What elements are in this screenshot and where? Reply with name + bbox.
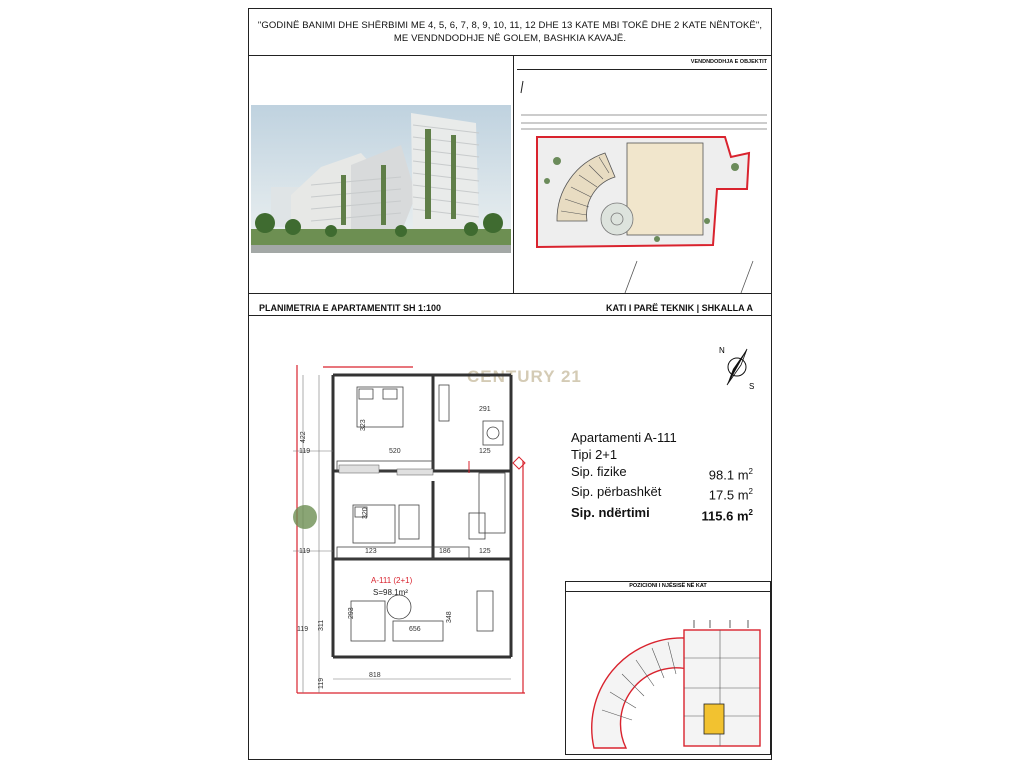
divider [249, 293, 771, 294]
dim-label: 422 [300, 431, 307, 443]
site-plan [517, 71, 769, 293]
area-value: 17.5 m [708, 487, 749, 503]
area-row [571, 504, 761, 524]
floor-plan-title: PLANIMETRIA E APARTAMENTIT SH 1:100 [259, 303, 442, 313]
key-plan-label: POZICIONI I NJËSISË NË KAT [566, 583, 770, 592]
dim-label: 320 [362, 507, 369, 519]
dim-label: 311 [318, 619, 325, 631]
area-label: Sip. ndërtimi [571, 504, 650, 520]
area-unit-exponent: 2 [748, 507, 753, 517]
dim-label: 348 [446, 611, 453, 623]
dim-label: 125 [479, 448, 491, 455]
dim-label: 520 [389, 448, 401, 455]
divider [513, 55, 514, 293]
dim-label: 291 [479, 406, 491, 413]
dim-label: 818 [369, 672, 381, 679]
area-row [571, 483, 761, 503]
dim-label: 293 [348, 607, 355, 619]
area-value: 115.6 m [701, 507, 749, 523]
dim-label: 123 [365, 548, 377, 555]
project-title [249, 19, 771, 45]
dim-label: 119 [297, 626, 309, 633]
site-plan-label: VENDNDODHJA E OBJEKTIT [517, 59, 767, 70]
key-plan-box [565, 581, 771, 755]
area-label: Sip. përbashkët [571, 484, 662, 500]
area-unit-exponent: 2 [748, 487, 753, 497]
area-label: Sip. fizike [571, 464, 627, 479]
project-title-line2: ME VENDNDODHJE NË GOLEM, BASHKIA KAVAJË. [393, 33, 627, 44]
apartment-type: Tipi 2+1 [571, 447, 618, 462]
compass-n: N [719, 346, 725, 355]
divider [249, 55, 771, 56]
key-plan [570, 598, 766, 752]
compass-icon [717, 343, 757, 391]
dim-label: 125 [479, 548, 491, 555]
watermark: CENTURY 21 [467, 367, 582, 386]
divider [249, 315, 771, 316]
apartment-info [571, 429, 761, 524]
compass-s: S [749, 382, 755, 391]
dim-label: 119 [318, 677, 325, 689]
project-title-line1: "GODINË BANIMI DHE SHËRBIMI ME 4, 5, 6, 7, 8, 9, 10, 11, 12 DHE 13 KATE MBI TOKË DHE 2 KATE NËNTOKË", [257, 20, 763, 31]
dim-label: 323 [360, 419, 367, 431]
dim-label: 119 [299, 448, 311, 455]
unit-label: A-111 (2+1) [371, 576, 413, 585]
dim-label: 656 [409, 626, 421, 633]
apartment-floor-plan [293, 361, 529, 697]
dim-label: 119 [299, 548, 311, 555]
area-value: 98.1 m [708, 467, 749, 483]
area-unit-exponent: 2 [748, 467, 753, 476]
unit-area: S=98.1m² [373, 588, 408, 597]
area-row [571, 463, 761, 483]
document-sheet [248, 8, 772, 760]
building-rendering [251, 105, 511, 253]
floor-level-title: KATI I PARË TEKNIK | SHKALLA A [605, 303, 753, 313]
apartment-name: Apartamenti A-111 [571, 430, 677, 445]
dim-label: 186 [439, 548, 451, 555]
